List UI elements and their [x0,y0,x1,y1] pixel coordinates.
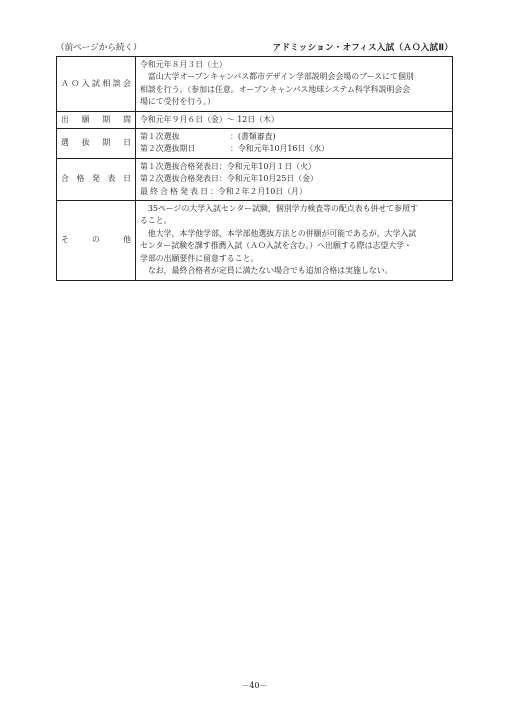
text-line: 場にて受付を行う。） [140,97,215,107]
table-row-application [57,111,453,128]
label-selection-date [57,129,136,159]
text-line: ること。 [140,216,172,226]
selection-date-content [136,129,453,159]
label-char: 期 [102,138,111,148]
text-line: 相談を行う。（参加は任意。オープンキャンパス地球システム科学科説明会会 [140,84,411,94]
list-item [140,173,448,185]
label-char: 日 [200,186,208,196]
label-char: 最 [140,186,148,196]
text-line: 他大学，本学他学部，本学部他選抜方法との併願が可能であるが，大学入試 [140,228,417,238]
label-char: 願 [81,114,90,124]
label-char: 終 [150,186,158,196]
list-item [140,161,448,173]
label-char: そ [61,235,69,245]
item-value: ：令和元年10月25日（金） [218,174,318,184]
consultation-content [136,57,453,112]
table-row-results [57,158,453,200]
label-char: 合 [61,174,69,184]
info-table [56,56,453,281]
label-char: 合 [160,186,168,196]
label-other [57,201,136,280]
label-char: 発 [92,174,100,184]
label-char: 日 [123,174,131,184]
item-name: 第２次選抜期日 [140,144,196,154]
label-char: の [92,235,100,245]
label-char: 談 [112,78,121,88]
label-char: 他 [123,235,131,245]
label-char: 表 [190,186,198,196]
item-value: ：令和２年２月10日（月） [210,186,307,196]
text-line: 令和元年９月６日（金）～ 12日（木） [140,114,279,124]
label-ao-consultation [57,57,136,112]
label-application-period [57,111,136,128]
result-announcement-content [136,158,453,200]
other-content [136,201,453,280]
page-number: －40－ [241,681,268,690]
text-line: 令和元年８月３日（土） [140,60,227,69]
list-item [140,143,448,155]
text-line: 学部の出願要件に留意すること。 [140,253,259,263]
continued-note: （前ページから続く） [56,43,142,53]
application-period-content [136,111,453,128]
text-line: センター試験を課す推薦入試（ＡＯ入試を含む。）へ出願する際は志望大学・ [140,241,412,251]
item-name [140,186,208,198]
label-char: 相 [102,78,111,88]
label-char: 抜 [81,138,90,148]
text-line: なお，最終合格者が定員に満たない場合でも追加合格は実施しない。 [140,266,393,276]
table-row-selection [57,129,453,159]
table-row-consultation [57,57,453,112]
label-char: 試 [92,78,100,88]
label-char: 入 [81,78,90,88]
label-char: Ａ [61,78,69,88]
label-char: 発 [180,186,188,196]
list-item [140,131,448,143]
label-char: 出 [61,114,69,124]
label-char: 期 [102,114,111,124]
label-result-announcement [57,158,136,200]
text-line: 35ページの大学入試センター試験，個別学力検査等の配点表も併せて参照す [140,204,418,214]
item-name: 第２次選抜合格発表日 [140,174,219,184]
section-title: アドミッション・オフィス入試（ＡＯ入試Ⅱ） [272,43,453,53]
label-char: 格 [76,174,85,184]
item-name: 第１次選抜 [140,132,180,142]
item-value: ：令和元年10月16日（水） [230,144,329,154]
label-char: 選 [61,138,69,148]
label-char: 表 [107,174,116,184]
list-item [140,186,448,198]
item-value: ：(書類審査) [230,132,276,142]
table-row-other [57,201,453,280]
label-char: 格 [170,186,178,196]
label-char: 間 [123,114,131,124]
label-char: 会 [123,78,131,88]
label-char: Ｏ [71,78,80,88]
item-value: ：令和元年10月１日（火） [218,161,316,171]
item-name: 第１次選抜合格発表日 [140,161,219,171]
text-line: 富山大学オープンキャンパス都市デザイン学部説明会会場のブースにて個別 [140,72,414,82]
label-char: 日 [123,138,131,148]
